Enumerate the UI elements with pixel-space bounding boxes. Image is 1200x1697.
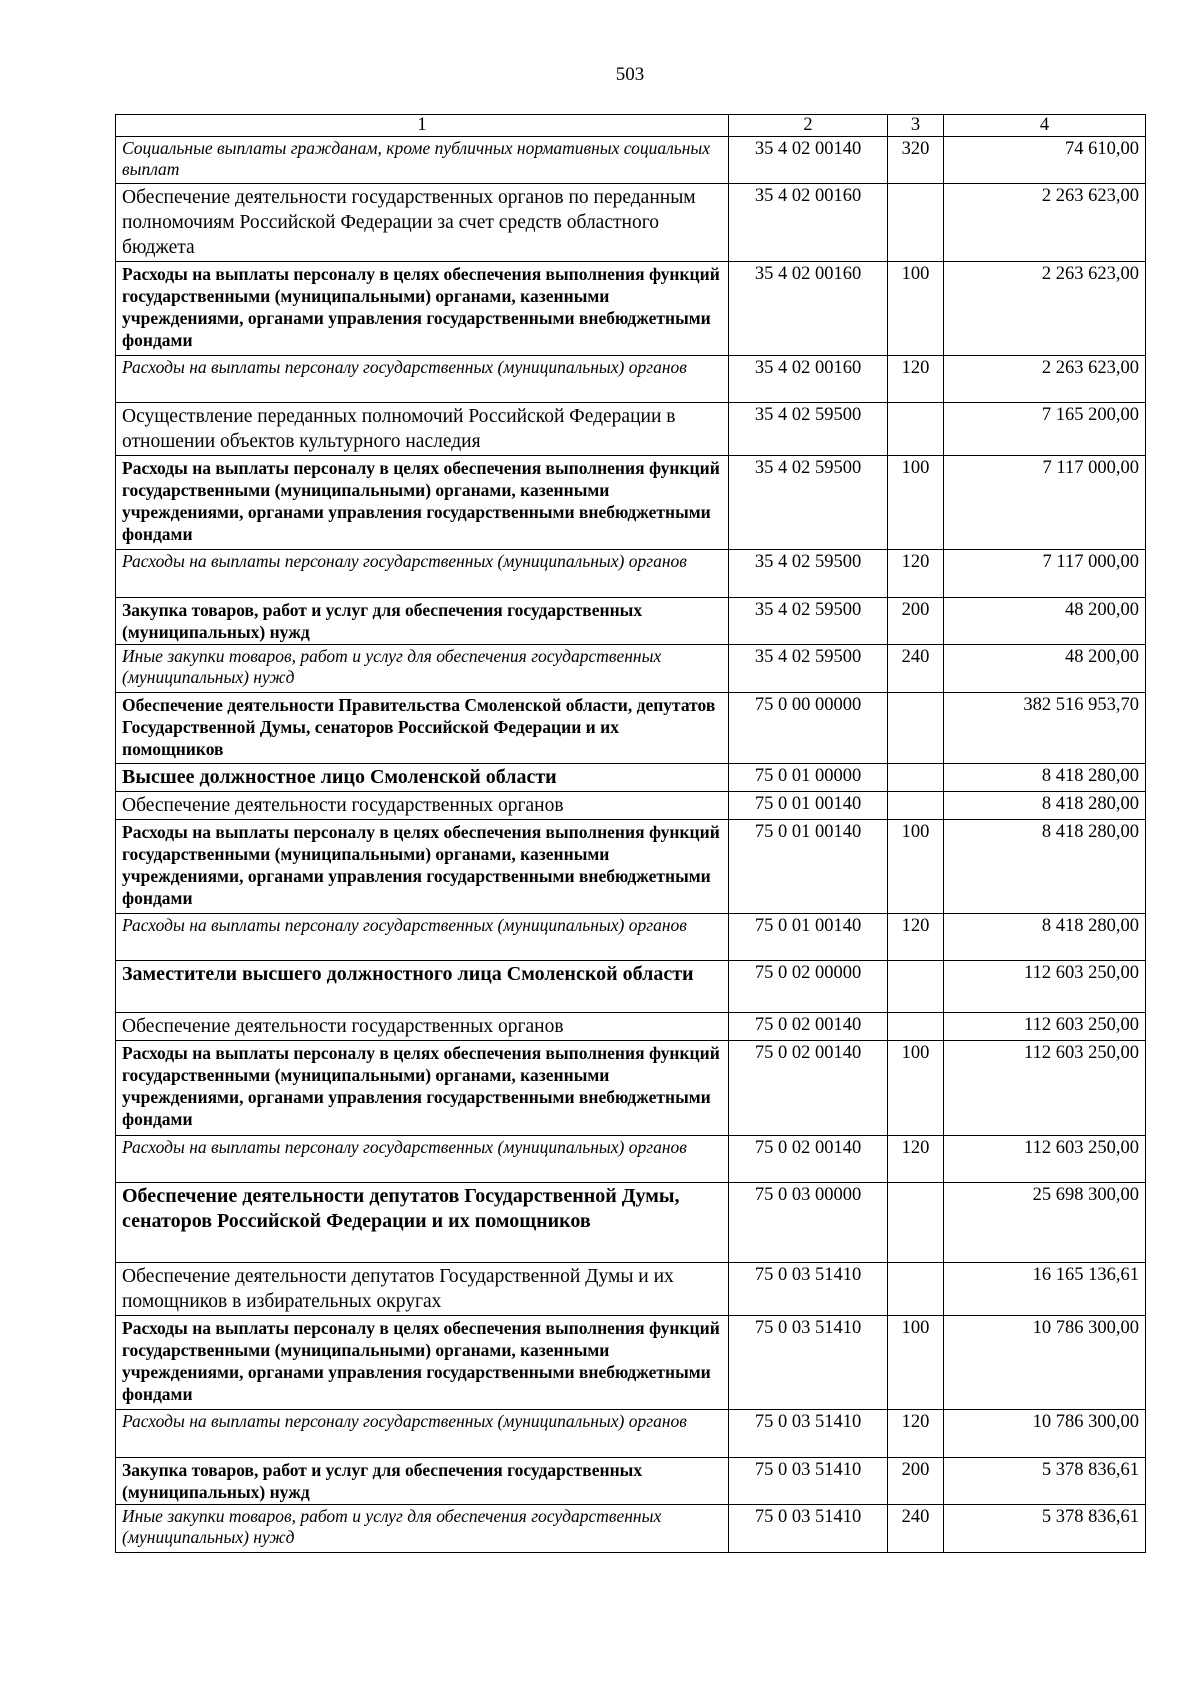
table-row: [116, 1410, 1146, 1458]
row-expense-type: 200: [888, 598, 944, 645]
row-name: Расходы на выплаты персоналу в целях обеспечения выполнения функций государственными (муниципальными) органами, казенными учреждениями, органами управления государственными внебюджетными фондами: [116, 456, 729, 550]
table-row: [116, 1263, 1146, 1316]
row-name: Закупка товаров, работ и услуг для обеспечения государственных (муниципальных) нужд: [116, 598, 729, 645]
row-expense-type: [888, 1263, 944, 1316]
row-name: Обеспечение деятельности Правительства Смоленской области, депутатов Государственной Думы, сенаторов Российской Федерации и их помощников: [116, 693, 729, 764]
row-sum: 8 418 280,00: [944, 764, 1146, 792]
row-name: Обеспечение деятельности депутатов Государственной Думы и их помощников в избирательных округах: [116, 1263, 729, 1316]
table-row: [116, 262, 1146, 356]
row-expense-type: [888, 693, 944, 764]
row-expense-type: 100: [888, 456, 944, 550]
table-row: [116, 137, 1146, 184]
page-number: 503: [615, 64, 645, 85]
row-name: Осуществление переданных полномочий Российской Федерации в отношении объектов культурного наследия: [116, 403, 729, 456]
row-name: Расходы на выплаты персоналу государственных (муниципальных) органов: [116, 356, 729, 403]
row-name: Расходы на выплаты персоналу в целях обеспечения выполнения функций государственными (муниципальными) органами, казенными учреждениями, органами управления государственными внебюджетными фондами: [116, 820, 729, 914]
row-code: 35 4 02 59500: [729, 645, 888, 693]
table-row: [116, 645, 1146, 693]
row-sum: 8 418 280,00: [944, 792, 1146, 820]
row-name: Закупка товаров, работ и услуг для обеспечения государственных (муниципальных) нужд: [116, 1458, 729, 1505]
row-name: Заместители высшего должностного лица Смоленской области: [116, 961, 729, 1013]
row-sum: 112 603 250,00: [944, 1136, 1146, 1183]
row-expense-type: [888, 1013, 944, 1041]
row-expense-type: 120: [888, 1410, 944, 1458]
row-name: Расходы на выплаты персоналу в целях обеспечения выполнения функций государственными (муниципальными) органами, казенными учреждениями, органами управления государственными внебюджетными фондами: [116, 262, 729, 356]
table-row: [116, 1458, 1146, 1505]
row-code: 75 0 02 00140: [729, 1136, 888, 1183]
row-code: 35 4 02 59500: [729, 456, 888, 550]
row-name: Обеспечение деятельности государственных органов: [116, 1013, 729, 1041]
table-row: [116, 356, 1146, 403]
row-sum: 7 165 200,00: [944, 403, 1146, 456]
row-sum: 2 263 623,00: [944, 356, 1146, 403]
row-sum: 7 117 000,00: [944, 550, 1146, 598]
row-expense-type: 120: [888, 356, 944, 403]
row-sum: 112 603 250,00: [944, 961, 1146, 1013]
table-row: [116, 456, 1146, 550]
table-row: [116, 598, 1146, 645]
row-code: 75 0 03 51410: [729, 1505, 888, 1553]
budget-table: [115, 114, 1146, 1553]
row-code: 75 0 03 00000: [729, 1183, 888, 1263]
table-row: [116, 1041, 1146, 1136]
table-row: [116, 550, 1146, 598]
row-expense-type: 240: [888, 645, 944, 693]
table-row: [116, 693, 1146, 764]
row-expense-type: 320: [888, 137, 944, 184]
row-sum: 16 165 136,61: [944, 1263, 1146, 1316]
header-col-3: 3: [888, 115, 944, 137]
row-sum: 8 418 280,00: [944, 914, 1146, 961]
row-sum: 48 200,00: [944, 598, 1146, 645]
row-code: 35 4 02 59500: [729, 550, 888, 598]
row-code: 75 0 01 00140: [729, 820, 888, 914]
row-expense-type: 120: [888, 914, 944, 961]
row-name: Обеспечение деятельности государственных органов: [116, 792, 729, 820]
row-expense-type: [888, 403, 944, 456]
row-code: 75 0 03 51410: [729, 1316, 888, 1410]
row-sum: 25 698 300,00: [944, 1183, 1146, 1263]
row-expense-type: 100: [888, 262, 944, 356]
row-name: Иные закупки товаров, работ и услуг для обеспечения государственных (муниципальных) нужд: [116, 1505, 729, 1553]
header-col-4: 4: [944, 115, 1146, 137]
row-expense-type: 100: [888, 1041, 944, 1136]
row-sum: 2 263 623,00: [944, 262, 1146, 356]
table-row: [116, 1505, 1146, 1553]
table-row: [116, 914, 1146, 961]
row-code: 35 4 02 00160: [729, 184, 888, 262]
row-code: 75 0 03 51410: [729, 1263, 888, 1316]
row-name: Расходы на выплаты персоналу в целях обеспечения выполнения функций государственными (муниципальными) органами, казенными учреждениями, органами управления государственными внебюджетными фондами: [116, 1316, 729, 1410]
row-name: Иные закупки товаров, работ и услуг для обеспечения государственных (муниципальных) нужд: [116, 645, 729, 693]
row-code: 35 4 02 00160: [729, 356, 888, 403]
table-row: [116, 961, 1146, 1013]
row-name: Расходы на выплаты персоналу государственных (муниципальных) органов: [116, 1136, 729, 1183]
table-row: [116, 1316, 1146, 1410]
row-sum: 74 610,00: [944, 137, 1146, 184]
row-name: Расходы на выплаты персоналу государственных (муниципальных) органов: [116, 1410, 729, 1458]
row-sum: 48 200,00: [944, 645, 1146, 693]
row-expense-type: [888, 961, 944, 1013]
row-name: Социальные выплаты гражданам, кроме публичных нормативных социальных выплат: [116, 137, 729, 184]
row-code: 35 4 02 00140: [729, 137, 888, 184]
row-expense-type: 120: [888, 550, 944, 598]
header-row: [116, 115, 1146, 137]
row-code: 75 0 02 00140: [729, 1013, 888, 1041]
row-code: 35 4 02 59500: [729, 403, 888, 456]
table-row: [116, 1183, 1146, 1263]
row-expense-type: [888, 764, 944, 792]
row-code: 35 4 02 59500: [729, 598, 888, 645]
row-sum: 5 378 836,61: [944, 1505, 1146, 1553]
table-row: [116, 820, 1146, 914]
row-sum: 5 378 836,61: [944, 1458, 1146, 1505]
row-expense-type: [888, 792, 944, 820]
row-name: Расходы на выплаты персоналу в целях обеспечения выполнения функций государственными (муниципальными) органами, казенными учреждениями, органами управления государственными внебюджетными фондами: [116, 1041, 729, 1136]
row-code: 75 0 03 51410: [729, 1410, 888, 1458]
row-sum: 112 603 250,00: [944, 1041, 1146, 1136]
row-name: Расходы на выплаты персоналу государственных (муниципальных) органов: [116, 914, 729, 961]
row-expense-type: [888, 1183, 944, 1263]
row-sum: 10 786 300,00: [944, 1316, 1146, 1410]
row-code: 75 0 02 00000: [729, 961, 888, 1013]
row-code: 75 0 01 00140: [729, 792, 888, 820]
row-sum: 2 263 623,00: [944, 184, 1146, 262]
row-code: 75 0 01 00140: [729, 914, 888, 961]
table-header: [116, 115, 1146, 137]
row-name: Расходы на выплаты персоналу государственных (муниципальных) органов: [116, 550, 729, 598]
row-expense-type: [888, 184, 944, 262]
row-expense-type: 100: [888, 820, 944, 914]
row-code: 35 4 02 00160: [729, 262, 888, 356]
row-expense-type: 240: [888, 1505, 944, 1553]
row-expense-type: 120: [888, 1136, 944, 1183]
row-code: 75 0 03 51410: [729, 1458, 888, 1505]
row-code: 75 0 02 00140: [729, 1041, 888, 1136]
row-code: 75 0 01 00000: [729, 764, 888, 792]
row-expense-type: 100: [888, 1316, 944, 1410]
row-sum: 10 786 300,00: [944, 1410, 1146, 1458]
row-code: 75 0 00 00000: [729, 693, 888, 764]
row-name: Высшее должностное лицо Смоленской области: [116, 764, 729, 792]
header-col-2: 2: [729, 115, 888, 137]
row-sum: 8 418 280,00: [944, 820, 1146, 914]
table-row: [116, 403, 1146, 456]
table-row: [116, 764, 1146, 792]
table-row: [116, 1136, 1146, 1183]
row-sum: 382 516 953,70: [944, 693, 1146, 764]
row-sum: 112 603 250,00: [944, 1013, 1146, 1041]
table-row: [116, 184, 1146, 262]
row-sum: 7 117 000,00: [944, 456, 1146, 550]
row-name: Обеспечение деятельности депутатов Государственной Думы, сенаторов Российской Федерации и их помощников: [116, 1183, 729, 1263]
table-body: [116, 137, 1146, 1553]
table-row: [116, 792, 1146, 820]
row-name: Обеспечение деятельности государственных органов по переданным полномочиям Российской Федерации за счет средств областного бюджета: [116, 184, 729, 262]
header-col-1: 1: [116, 115, 729, 137]
table-row: [116, 1013, 1146, 1041]
row-expense-type: 200: [888, 1458, 944, 1505]
